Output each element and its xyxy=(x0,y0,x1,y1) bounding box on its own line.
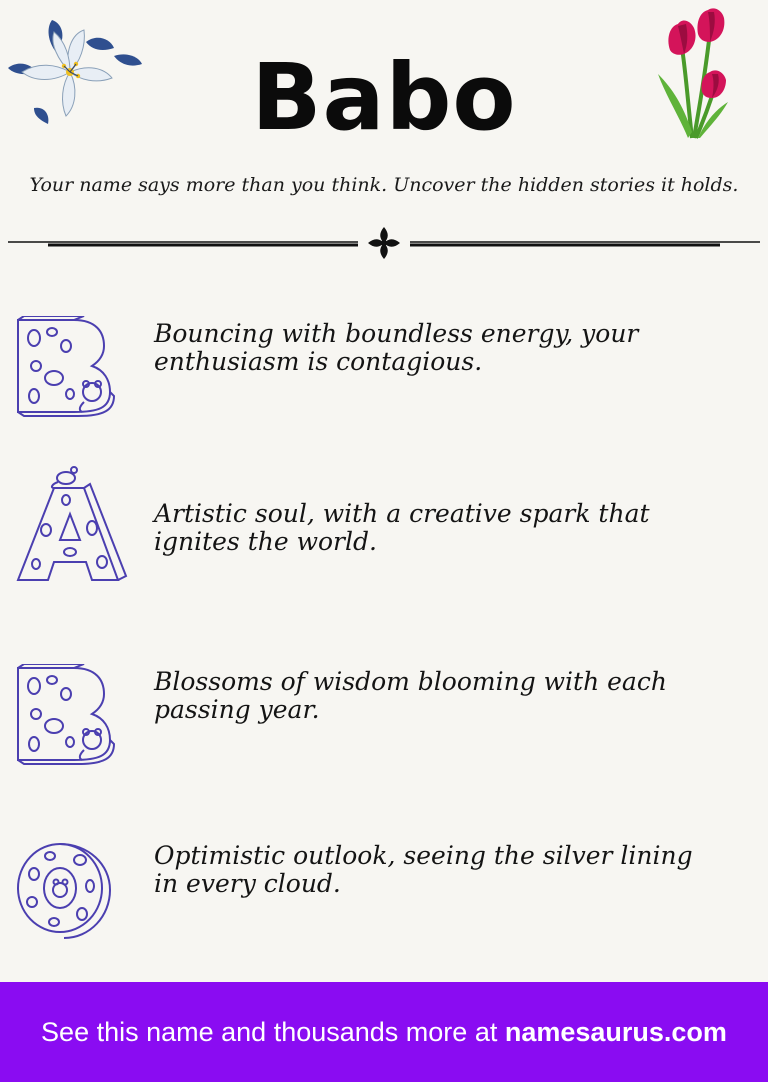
footer-banner xyxy=(0,982,768,1082)
section-divider xyxy=(8,226,760,260)
trait-text: Blossoms of wisdom blooming with each passing year. xyxy=(154,667,667,724)
page-title: Babo xyxy=(251,44,517,151)
cheese-letter-b-icon xyxy=(14,316,134,436)
page-subtitle: Your name says more than you think. Uncover the hidden stories it holds. xyxy=(29,174,739,196)
cheese-letter-b-icon xyxy=(14,664,134,784)
trait-text: Artistic soul, with a creative spark that ignites the world. xyxy=(154,499,650,556)
fleuron-ornament-icon xyxy=(368,227,400,259)
cheese-letter-a-icon xyxy=(14,464,134,584)
footer-site-link[interactable]: namesaurus.com xyxy=(504,1016,727,1047)
trait-text: Bouncing with boundless energy, your enthusiasm is contagious. xyxy=(154,319,639,376)
footer-prefix: See this name and thousands more at xyxy=(41,1016,505,1047)
cheese-letter-o-icon xyxy=(14,838,134,958)
trait-text: Optimistic outlook, seeing the silver lining in every cloud. xyxy=(154,841,693,898)
footer-text xyxy=(41,1017,727,1048)
